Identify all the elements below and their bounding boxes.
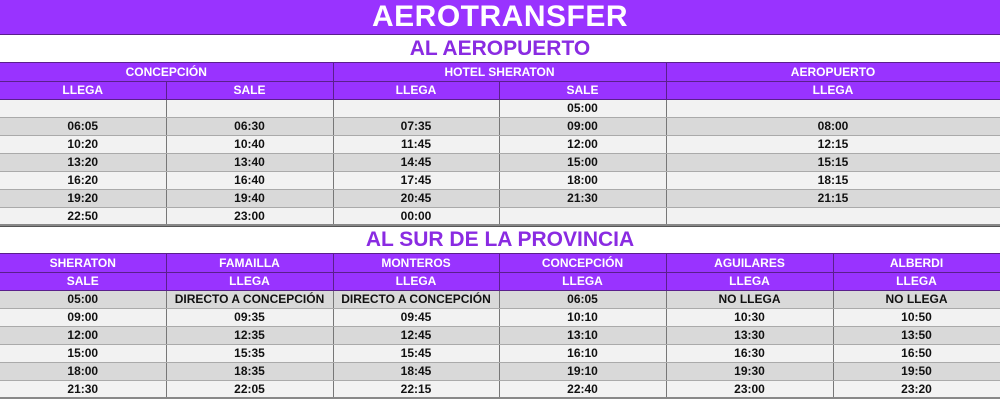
subheader: LLEGA <box>166 272 333 290</box>
table-cell: 16:30 <box>666 344 833 362</box>
subheader: LLEGA <box>499 272 666 290</box>
table-cell <box>166 99 333 117</box>
table-cell: 09:45 <box>333 308 499 326</box>
group-header-concepcion: CONCEPCIÓN <box>0 63 333 81</box>
table-cell: 13:20 <box>0 153 166 171</box>
table-row <box>0 189 1000 207</box>
table-cell: 12:15 <box>666 135 1000 153</box>
table-cell: 18:00 <box>499 171 666 189</box>
table-row <box>0 171 1000 189</box>
south-schedule-table <box>0 254 1000 399</box>
table-cell: 15:00 <box>0 344 166 362</box>
table-cell: 11:45 <box>333 135 499 153</box>
table-cell: 19:40 <box>166 189 333 207</box>
table-cell: 21:30 <box>0 380 166 398</box>
group-header-famailla: FAMAILLA <box>166 254 333 272</box>
table-cell: 22:15 <box>333 380 499 398</box>
table-cell: 16:40 <box>166 171 333 189</box>
table-cell: 10:50 <box>833 308 1000 326</box>
table-cell: 12:00 <box>499 135 666 153</box>
table-cell: 16:20 <box>0 171 166 189</box>
table-cell <box>0 99 166 117</box>
subheader: SALE <box>499 81 666 99</box>
group-header-monteros: MONTEROS <box>333 254 499 272</box>
table-cell: 18:15 <box>666 171 1000 189</box>
table-cell: 16:50 <box>833 344 1000 362</box>
table-cell: 10:40 <box>166 135 333 153</box>
table-cell: 09:35 <box>166 308 333 326</box>
table-cell: 15:35 <box>166 344 333 362</box>
table-cell: 19:50 <box>833 362 1000 380</box>
subheader: LLEGA <box>0 81 166 99</box>
group-header-concepcion: CONCEPCIÓN <box>499 254 666 272</box>
table-row <box>0 308 1000 326</box>
table-cell: 12:45 <box>333 326 499 344</box>
table-cell: 19:20 <box>0 189 166 207</box>
section-title-airport: AL AEROPUERTO <box>0 35 1000 63</box>
table-row <box>0 344 1000 362</box>
table-cell: NO LLEGA <box>833 290 1000 308</box>
table-row <box>0 153 1000 171</box>
table-cell: 23:20 <box>833 380 1000 398</box>
table-cell: 18:45 <box>333 362 499 380</box>
subheader: LLEGA <box>333 81 499 99</box>
table-cell: 13:30 <box>666 326 833 344</box>
table-cell: 15:45 <box>333 344 499 362</box>
table-cell: 13:10 <box>499 326 666 344</box>
group-header-hotel-sheraton: HOTEL SHERATON <box>333 63 666 81</box>
table-cell <box>333 99 499 117</box>
table-row <box>0 362 1000 380</box>
table-cell: 10:30 <box>666 308 833 326</box>
table-cell: 10:10 <box>499 308 666 326</box>
table-cell: 10:20 <box>0 135 166 153</box>
table-cell: 12:00 <box>0 326 166 344</box>
table-cell: 18:35 <box>166 362 333 380</box>
table-cell: 06:05 <box>499 290 666 308</box>
group-header-aeropuerto: AEROPUERTO <box>666 63 1000 81</box>
subheader: SALE <box>0 272 166 290</box>
airport-schedule-table <box>0 63 1000 226</box>
subheader-row <box>0 272 1000 290</box>
table-row <box>0 326 1000 344</box>
group-header-alberdi: ALBERDI <box>833 254 1000 272</box>
table-cell: 19:10 <box>499 362 666 380</box>
table-cell: NO LLEGA <box>666 290 833 308</box>
table-cell: 00:00 <box>333 207 499 225</box>
table-cell: 15:00 <box>499 153 666 171</box>
subheader-row <box>0 81 1000 99</box>
subheader: LLEGA <box>666 81 1000 99</box>
table-cell: 07:35 <box>333 117 499 135</box>
table-cell: 06:30 <box>166 117 333 135</box>
table-cell: 13:40 <box>166 153 333 171</box>
table-cell: 21:30 <box>499 189 666 207</box>
table-cell: 19:30 <box>666 362 833 380</box>
table-cell <box>499 207 666 225</box>
table-cell: 14:45 <box>333 153 499 171</box>
subheader: LLEGA <box>833 272 1000 290</box>
table-cell: DIRECTO A CONCEPCIÓN <box>166 290 333 308</box>
table-cell: 22:50 <box>0 207 166 225</box>
subheader: LLEGA <box>333 272 499 290</box>
table-cell: 13:50 <box>833 326 1000 344</box>
group-header-row <box>0 63 1000 81</box>
table-cell: 09:00 <box>499 117 666 135</box>
table-cell: 08:00 <box>666 117 1000 135</box>
table-cell <box>666 207 1000 225</box>
subheader: SALE <box>166 81 333 99</box>
table-cell: 20:45 <box>333 189 499 207</box>
table-cell: 22:05 <box>166 380 333 398</box>
table-row <box>0 99 1000 117</box>
table-cell: 22:40 <box>499 380 666 398</box>
table-row <box>0 135 1000 153</box>
table-cell: 09:00 <box>0 308 166 326</box>
table-cell: 18:00 <box>0 362 166 380</box>
table-row <box>0 380 1000 398</box>
table-cell: 16:10 <box>499 344 666 362</box>
table-row <box>0 207 1000 225</box>
table-cell: 06:05 <box>0 117 166 135</box>
table-cell: 23:00 <box>666 380 833 398</box>
group-header-aguilares: AGUILARES <box>666 254 833 272</box>
table-cell: 15:15 <box>666 153 1000 171</box>
page-title: AEROTRANSFER <box>0 0 1000 35</box>
group-header-sheraton: SHERATON <box>0 254 166 272</box>
subheader: LLEGA <box>666 272 833 290</box>
table-cell: 17:45 <box>333 171 499 189</box>
table-cell: 05:00 <box>0 290 166 308</box>
table-row <box>0 117 1000 135</box>
group-header-row <box>0 254 1000 272</box>
table-cell: 12:35 <box>166 326 333 344</box>
table-cell <box>666 99 1000 117</box>
table-cell: 21:15 <box>666 189 1000 207</box>
table-cell: 05:00 <box>499 99 666 117</box>
table-cell: DIRECTO A CONCEPCIÓN <box>333 290 499 308</box>
table-row <box>0 290 1000 308</box>
table-cell: 23:00 <box>166 207 333 225</box>
section-title-south: AL SUR DE LA PROVINCIA <box>0 226 1000 254</box>
